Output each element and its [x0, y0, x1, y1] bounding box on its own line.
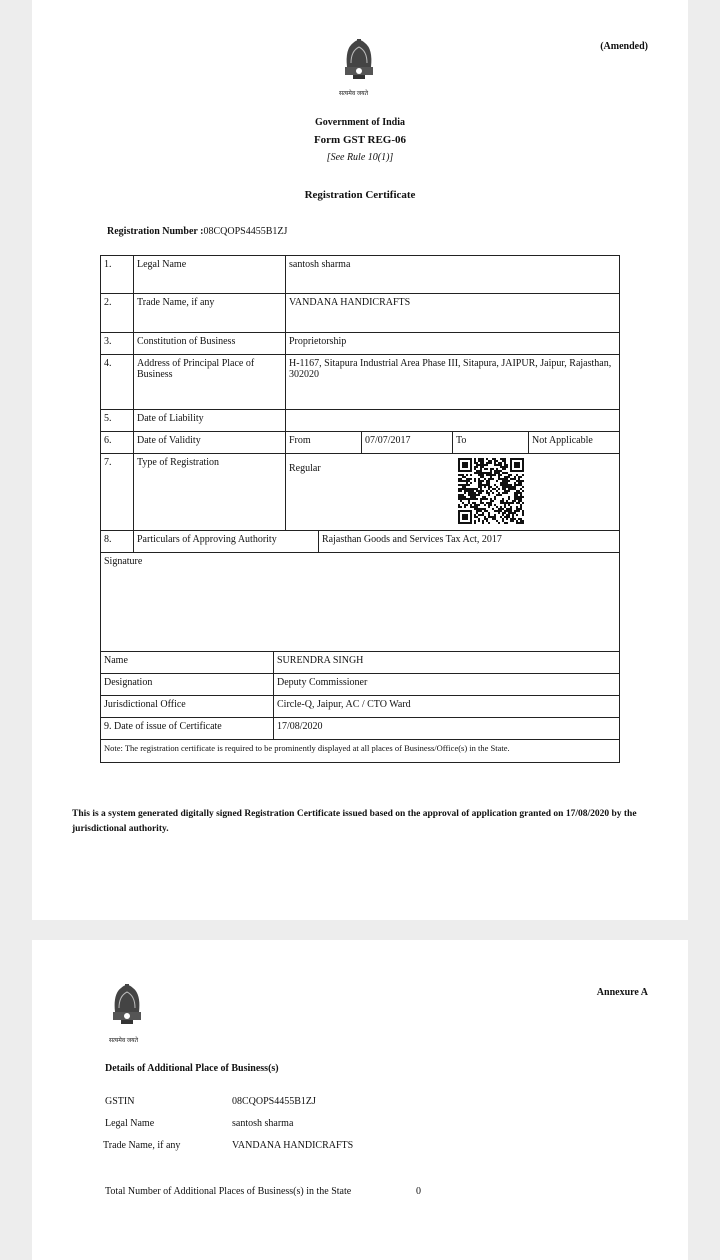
- trade-name-value: VANDANA HANDICRAFTS: [285, 293, 620, 333]
- address-value: H-1167, Sitapura Industrial Area Phase III, Sitapura, JAIPUR, Jaipur, Rajasthan, 302020: [285, 354, 620, 410]
- from-date-value: 07/07/2017: [361, 431, 453, 454]
- system-generated-footer: This is a system generated digitally signed Registration Certificate issued based on the approval of application granted on 17/08/2020 by the jurisdictional authority.: [72, 809, 637, 834]
- row-label: Date of Liability: [133, 409, 286, 432]
- registration-value: 08CQOPS4455B1ZJ: [203, 226, 288, 237]
- total-places-label: Total Number of Additional Places of Business(s) in the State: [105, 1186, 352, 1197]
- row-label: Particulars of Approving Authority: [133, 530, 319, 553]
- government-heading: Government of India: [315, 117, 405, 128]
- row-number: 6.: [100, 431, 134, 454]
- signature-box: Signature: [100, 552, 620, 652]
- row-number: 5.: [100, 409, 134, 432]
- row-label: Legal Name: [133, 255, 286, 294]
- row-label: Trade Name, if any: [133, 293, 286, 333]
- amended-label: (Amended): [600, 41, 648, 52]
- display-note: Note: The registration certificate is required to be prominently displayed at all places of Business/Office(s) in the State.: [100, 739, 620, 763]
- row-number: 2.: [100, 293, 134, 333]
- row-number: 8.: [100, 530, 134, 553]
- officer-label: Name: [100, 651, 274, 674]
- officer-label: 9. Date of issue of Certificate: [100, 717, 274, 740]
- legal-name-value: santosh sharma: [232, 1118, 294, 1129]
- constitution-value: Proprietorship: [285, 332, 620, 355]
- form-name: Form GST REG-06: [313, 134, 407, 146]
- registration-type-value: Regular: [289, 463, 321, 474]
- national-emblem-icon: [339, 30, 379, 86]
- from-label: From: [285, 431, 362, 454]
- trade-name-label: Trade Name, if any: [103, 1140, 181, 1151]
- to-label: To: [452, 431, 529, 454]
- row-label: Constitution of Business: [133, 332, 286, 355]
- liability-date-value: [285, 409, 620, 432]
- approving-authority-value: Rajasthan Goods and Services Tax Act, 2017: [318, 530, 620, 553]
- section-heading: Details of Additional Place of Business(s): [105, 1063, 279, 1074]
- row-number: 4.: [100, 354, 134, 410]
- certificate-page-1: [32, 0, 688, 920]
- officer-name-value: SURENDRA SINGH: [273, 651, 620, 674]
- annexure-label: Annexure A: [596, 987, 648, 998]
- page-title: Registration Certificate: [304, 189, 416, 201]
- registration-number: [107, 226, 287, 237]
- emblem-motto: सत्यमेव जयते: [339, 91, 369, 97]
- registration-type-cell: [285, 453, 620, 531]
- jurisdictional-office-value: Circle-Q, Jaipur, AC / CTO Ward: [273, 695, 620, 718]
- legal-name-label: Legal Name: [105, 1118, 155, 1129]
- issue-date-value: 17/08/2020: [273, 717, 620, 740]
- registration-label: Registration Number :: [107, 226, 204, 237]
- row-label: Date of Validity: [133, 431, 286, 454]
- row-label: Type of Registration: [133, 453, 286, 531]
- row-number: 7.: [100, 453, 134, 531]
- gstin-label: GSTIN: [105, 1096, 135, 1107]
- emblem-motto: सत्यमेव जयते: [109, 1038, 139, 1044]
- to-date-value: Not Applicable: [528, 431, 620, 454]
- row-number: 3.: [100, 332, 134, 355]
- row-label: Address of Principal Place of Business: [133, 354, 286, 410]
- rule-reference: [See Rule 10(1)]: [326, 152, 394, 163]
- total-places-value: 0: [416, 1186, 421, 1197]
- row-number: 1.: [100, 255, 134, 294]
- certificate-page-2: [32, 940, 688, 1260]
- legal-name-value: santosh sharma: [285, 255, 620, 294]
- designation-value: Deputy Commissioner: [273, 673, 620, 696]
- officer-label: Jurisdictional Office: [100, 695, 274, 718]
- trade-name-value: VANDANA HANDICRAFTS: [232, 1140, 354, 1151]
- gstin-value: 08CQOPS4455B1ZJ: [232, 1096, 316, 1107]
- qr-code-icon: [458, 458, 524, 524]
- officer-label: Designation: [100, 673, 274, 696]
- national-emblem-icon: [107, 975, 147, 1031]
